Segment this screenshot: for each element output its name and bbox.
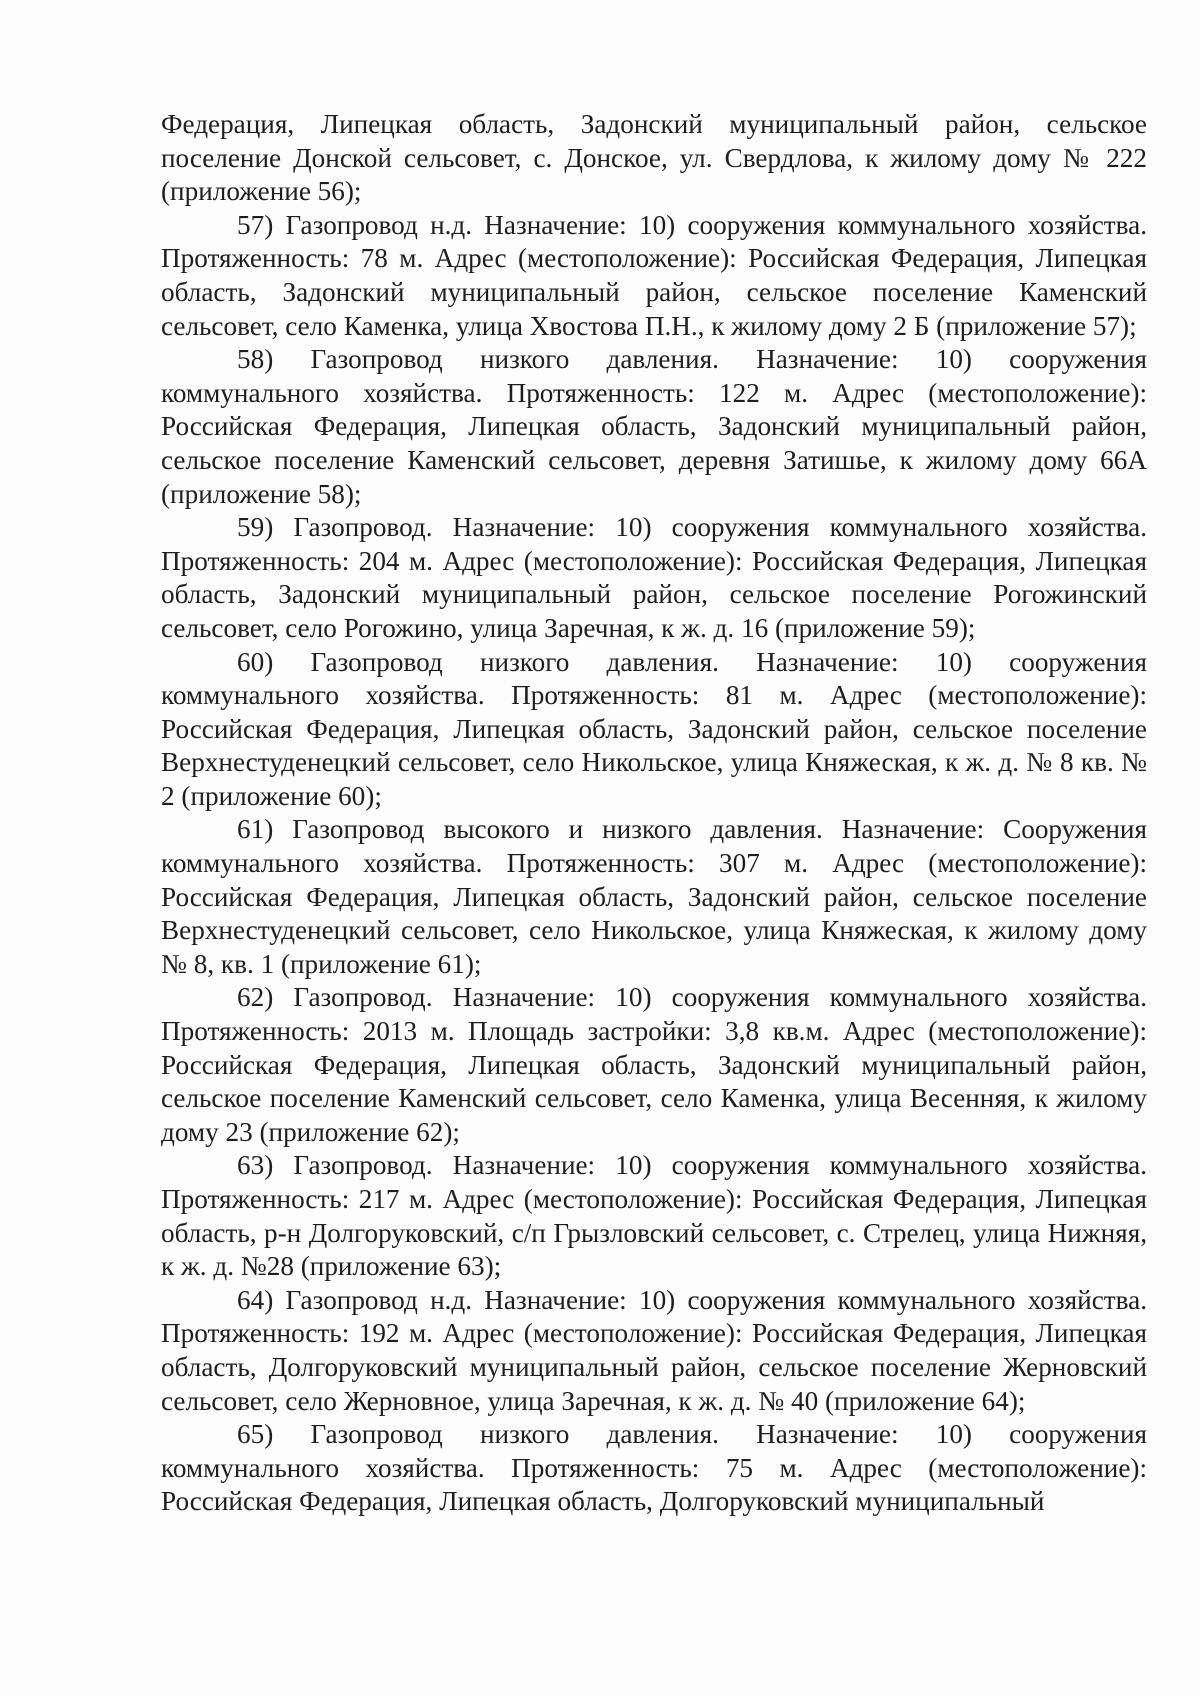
list-item-57 bbox=[161, 209, 1147, 343]
list-item-64 bbox=[161, 1284, 1147, 1418]
list-item-58 bbox=[161, 343, 1147, 511]
item-number: 57) bbox=[237, 209, 274, 240]
list-item-61 bbox=[161, 813, 1147, 981]
list-item-59 bbox=[161, 511, 1147, 645]
item-text: Газопровод н.д. Назначение: 10) сооружения коммунального хозяйства. Протяженность: 78 м. Адрес (местоположение): Российская Федерация, Липецкая область, Задонский муниципальный район, сельское поселение Каменский сельсовет, село Каменка, улица Хвостова П.Н., к жилому дому 2 Б (приложение 57); bbox=[161, 209, 1147, 341]
list-item-65 bbox=[161, 1418, 1147, 1519]
paragraph-continuation: Федерация, Липецкая область, Задонский муниципальный район, сельское поселение Донской сельсовет, с. Донское, ул. Свердлова, к жилому дому № 222 (приложение 56); bbox=[161, 109, 1147, 207]
item-text: Газопровод н.д. Назначение: 10) сооружения коммунального хозяйства. Протяженность: 192 м. Адрес (местоположение): Российская Федерация, Липецкая область, Долгоруковский муниципальный район, сельское поселение Жерновский сельсовет, село Жерновное, улица Заречная, к ж. д. № 40 (приложение 64); bbox=[161, 1284, 1147, 1416]
item-number: 61) bbox=[237, 814, 274, 845]
item-text: Газопровод высокого и низкого давления. Назначение: Сооружения коммунального хозяйства. Протяженность: 307 м. Адрес (местоположение): Российская Федерация, Липецкая область, Задонский район, сельское поселение Верхнестуденецкий сельсовет, село Никольское, улица Княжеская, к жилому дому № 8, кв. 1 (приложение 61); bbox=[161, 814, 1147, 979]
list-item-63 bbox=[161, 1149, 1147, 1283]
item-text: Газопровод. Назначение: 10) сооружения коммунального хозяйства. Протяженность: 204 м. Адрес (местоположение): Российская Федерация, Липецкая область, Задонский муниципальный район, сельское поселение Рогожинский сельсовет, село Рогожино, улица Заречная, к ж. д. 16 (приложение 59); bbox=[161, 512, 1147, 643]
list-item-62 bbox=[161, 981, 1147, 1149]
document-body bbox=[161, 108, 1147, 1519]
item-number: 60) bbox=[237, 646, 274, 677]
item-number: 62) bbox=[237, 982, 274, 1013]
item-number: 65) bbox=[237, 1419, 274, 1450]
item-text: Газопровод. Назначение: 10) сооружения коммунального хозяйства. Протяженность: 2013 м. Площадь застройки: 3,8 кв.м. Адрес (местоположение): Российская Федерация, Липецкая область, Задонский муниципальный район, сельское поселение Каменский сельсовет, село Каменка, улица Весенняя, к жилому дому 23 (приложение 62); bbox=[161, 982, 1147, 1147]
item-number: 63) bbox=[237, 1150, 274, 1181]
item-text: Газопровод. Назначение: 10) сооружения коммунального хозяйства. Протяженность: 217 м. Адрес (местоположение): Российская Федерация, Липецкая область, р-н Долгоруковский, с/п Грызловский сельсовет, с. Стрелец, улица Нижняя, к ж. д. №28 (приложение 63); bbox=[161, 1150, 1147, 1282]
item-number: 59) bbox=[237, 512, 274, 543]
item-number: 58) bbox=[237, 344, 274, 375]
item-text: Газопровод низкого давления. Назначение: 10) сооружения коммунального хозяйства. Протяженность: 81 м. Адрес (местоположение): Российская Федерация, Липецкая область, Задонский район, сельское поселение Верхнестуденецкий сельсовет, село Никольское, улица Княжеская, к ж. д. № 8 кв. № 2 (приложение 60); bbox=[161, 646, 1147, 811]
list-item-60 bbox=[161, 646, 1147, 814]
item-text: Газопровод низкого давления. Назначение: 10) сооружения коммунального хозяйства. Протяженность: 122 м. Адрес (местоположение): Российская Федерация, Липецкая область, Задонский муниципальный район, сельское поселение Каменский сельсовет, деревня Затишье, к жилому дому 66А (приложение 58); bbox=[161, 344, 1147, 509]
item-text: Газопровод низкого давления. Назначение: 10) сооружения коммунального хозяйства. Протяженность: 75 м. Адрес (местоположение): Российская Федерация, Липецкая область, Долгоруковский муниципальный bbox=[161, 1419, 1147, 1517]
item-number: 64) bbox=[237, 1284, 274, 1315]
